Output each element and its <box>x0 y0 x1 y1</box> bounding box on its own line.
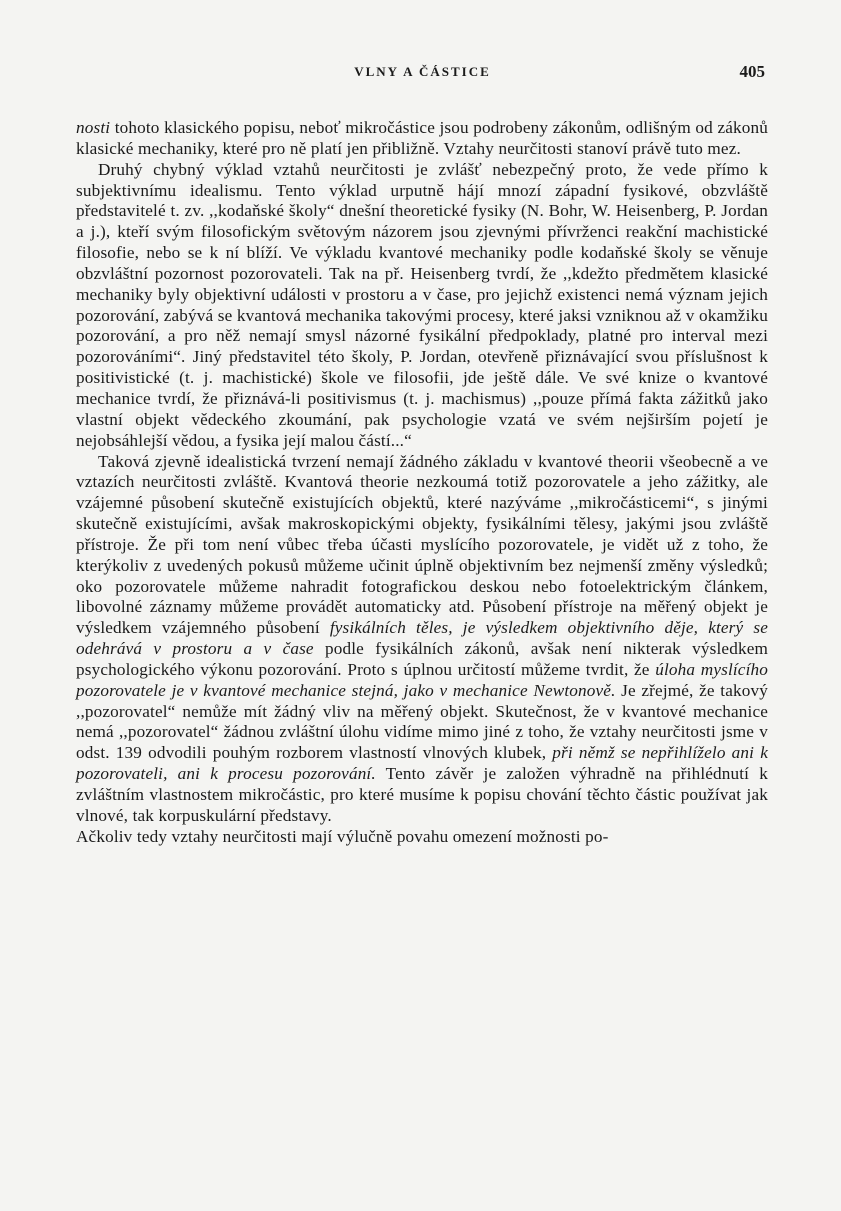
paragraph-3-part-2: podle fysikálních zákonů, avšak není nikterak výsledkem psychologického výkonu pozorování. Proto s úplnou určitostí můžeme tvrdit, že <box>76 639 768 679</box>
page-number: 405 <box>739 62 765 81</box>
paragraph-2: Druhý chybný výklad vztahů neurčitosti je zvlášť nebezpečný proto, že vede přímo k subjektivnímu idealismu. Tento výklad urputně hájí mnozí západní fysikové, obzvláště představitelé t. zv. ,,kodaňské školy“ dnešní theoretické fysiky (N. Bohr, W. Heisenberg, P. Jordan a j.), kteří svým filosofickým světovým názorem jsou zjevnými přívrženci reakční machistické filosofie, nebo se k ní blíží. Ve výkladu kvantové mechaniky podle kodaňské školy se věnuje obzvláštní pozornost pozorovateli. Tak na př. Heisenberg tvrdí, že ,,kdežto předmětem klasické mechaniky byly objektivní události v prostoru a v čase, pro jejichž existenci nemá význam jejich pozorování, zabývá se kvantová mechanika takovými procesy, které jaksi vzniknou až v okamžiku pozorování, a pro něž nemají smysl názorné fysikální předpoklady, platné pro interval mezi pozorováními“. Jiný představitel této školy, P. Jordan, otevřeně přiznávající svou příslušnost k positivistické (t. j. machistické) škole ve filosofii, jde ještě dále. Ve své knize o kvantové mechanice tvrdí, že přiznává-li positivismus (t. j. machismus) ,,pouze přímá fakta zážitků jako vlastní objekt vědeckého zkoumání, pak psychologie vzatá ve svém nejširším pojetí je nejobsáhlejší vědou, a fysika její malou částí...“ <box>76 159 768 450</box>
paragraph-3-part-4: Tento závěr je založen výhradně na přihlédnutí k zvláštním vlastnostem mikročástic, pro které musíme k popisu chování těchto částic používat jak vlnové, tak korpuskulární představy. <box>76 764 769 825</box>
paragraph-3-italic-1: fysikálních těles, je výsledkem objektivního děje, který se odehrává v prostoru a v čase <box>76 618 768 659</box>
page-header <box>80 64 765 86</box>
body-text <box>76 118 768 848</box>
paragraph-1-text: tohoto klasického popisu, neboť mikročástice jsou podrobeny zákonům, odlišným od zákonů klasické mechaniky, které pro ně platí jen přibližně. Vztahy neurčitosti stanoví právě tuto mez. <box>76 118 768 158</box>
italic-fragment: nosti <box>76 118 111 137</box>
paragraph-3 <box>76 452 768 827</box>
paragraph-3-italic-3: při němž se nepřihlíželo ani k pozorovateli, ani k procesu pozorování. <box>76 743 768 784</box>
paragraph-3-part-3: Je zřejmé, že takový ,,pozorovatel“ nemůže mít žádný vliv na měřený objekt. Skutečnost, že v kvantové mechanice nemá ,,pozorovatel“ žádnou zvláštní úlohu vidíme mimo jiné z toho, že vztahy neurčitosti jsme v odst. 139 odvodili pouhým rozborem vlastností vlnových klubek, <box>76 680 768 763</box>
paragraph-4: Ačkoliv tedy vztahy neurčitosti mají výlučně povahu omezení možnosti po- <box>76 826 609 846</box>
paragraph-1 <box>76 118 768 160</box>
running-title: VLNY A ČÁSTICE <box>354 64 491 79</box>
paragraph-3-part-1: Taková zjevně idealistická tvrzení nemají žádného základu v kvantové theorii všeobecně a ve vztazích neurčitosti zvláště. Kvantová theorie nezkoumá totiž pozorovatele a jeho zážitky, ale vzájemné působení skutečně existujících objektů, které nazýváme ,,mikročásticemi“, s jinými skutečně existujícími, avšak makroskopickými objekty, fysikálními tělesy, jakými jsou zvláště přístroje. Že při tom není vůbec třeba účasti myslícího pozorovatele, je vidět už z toho, že kterýkoliv z uvedených pokusů můžeme učinit úplně objektivním bez nejmenší změny výsledků; oko pozorovatele můžeme nahradit fotografickou deskou nebo fotoelektrickým článkem, libovolné záznamy můžeme provádět automaticky atd. Působení přístroje na měřený objekt je výsledkem vzájemného působení <box>76 451 768 638</box>
paragraph-3-italic-2: úloha myslícího pozorovatele je v kvantové mechanice stejná, jako v mechanice Newtonově. <box>76 659 768 700</box>
